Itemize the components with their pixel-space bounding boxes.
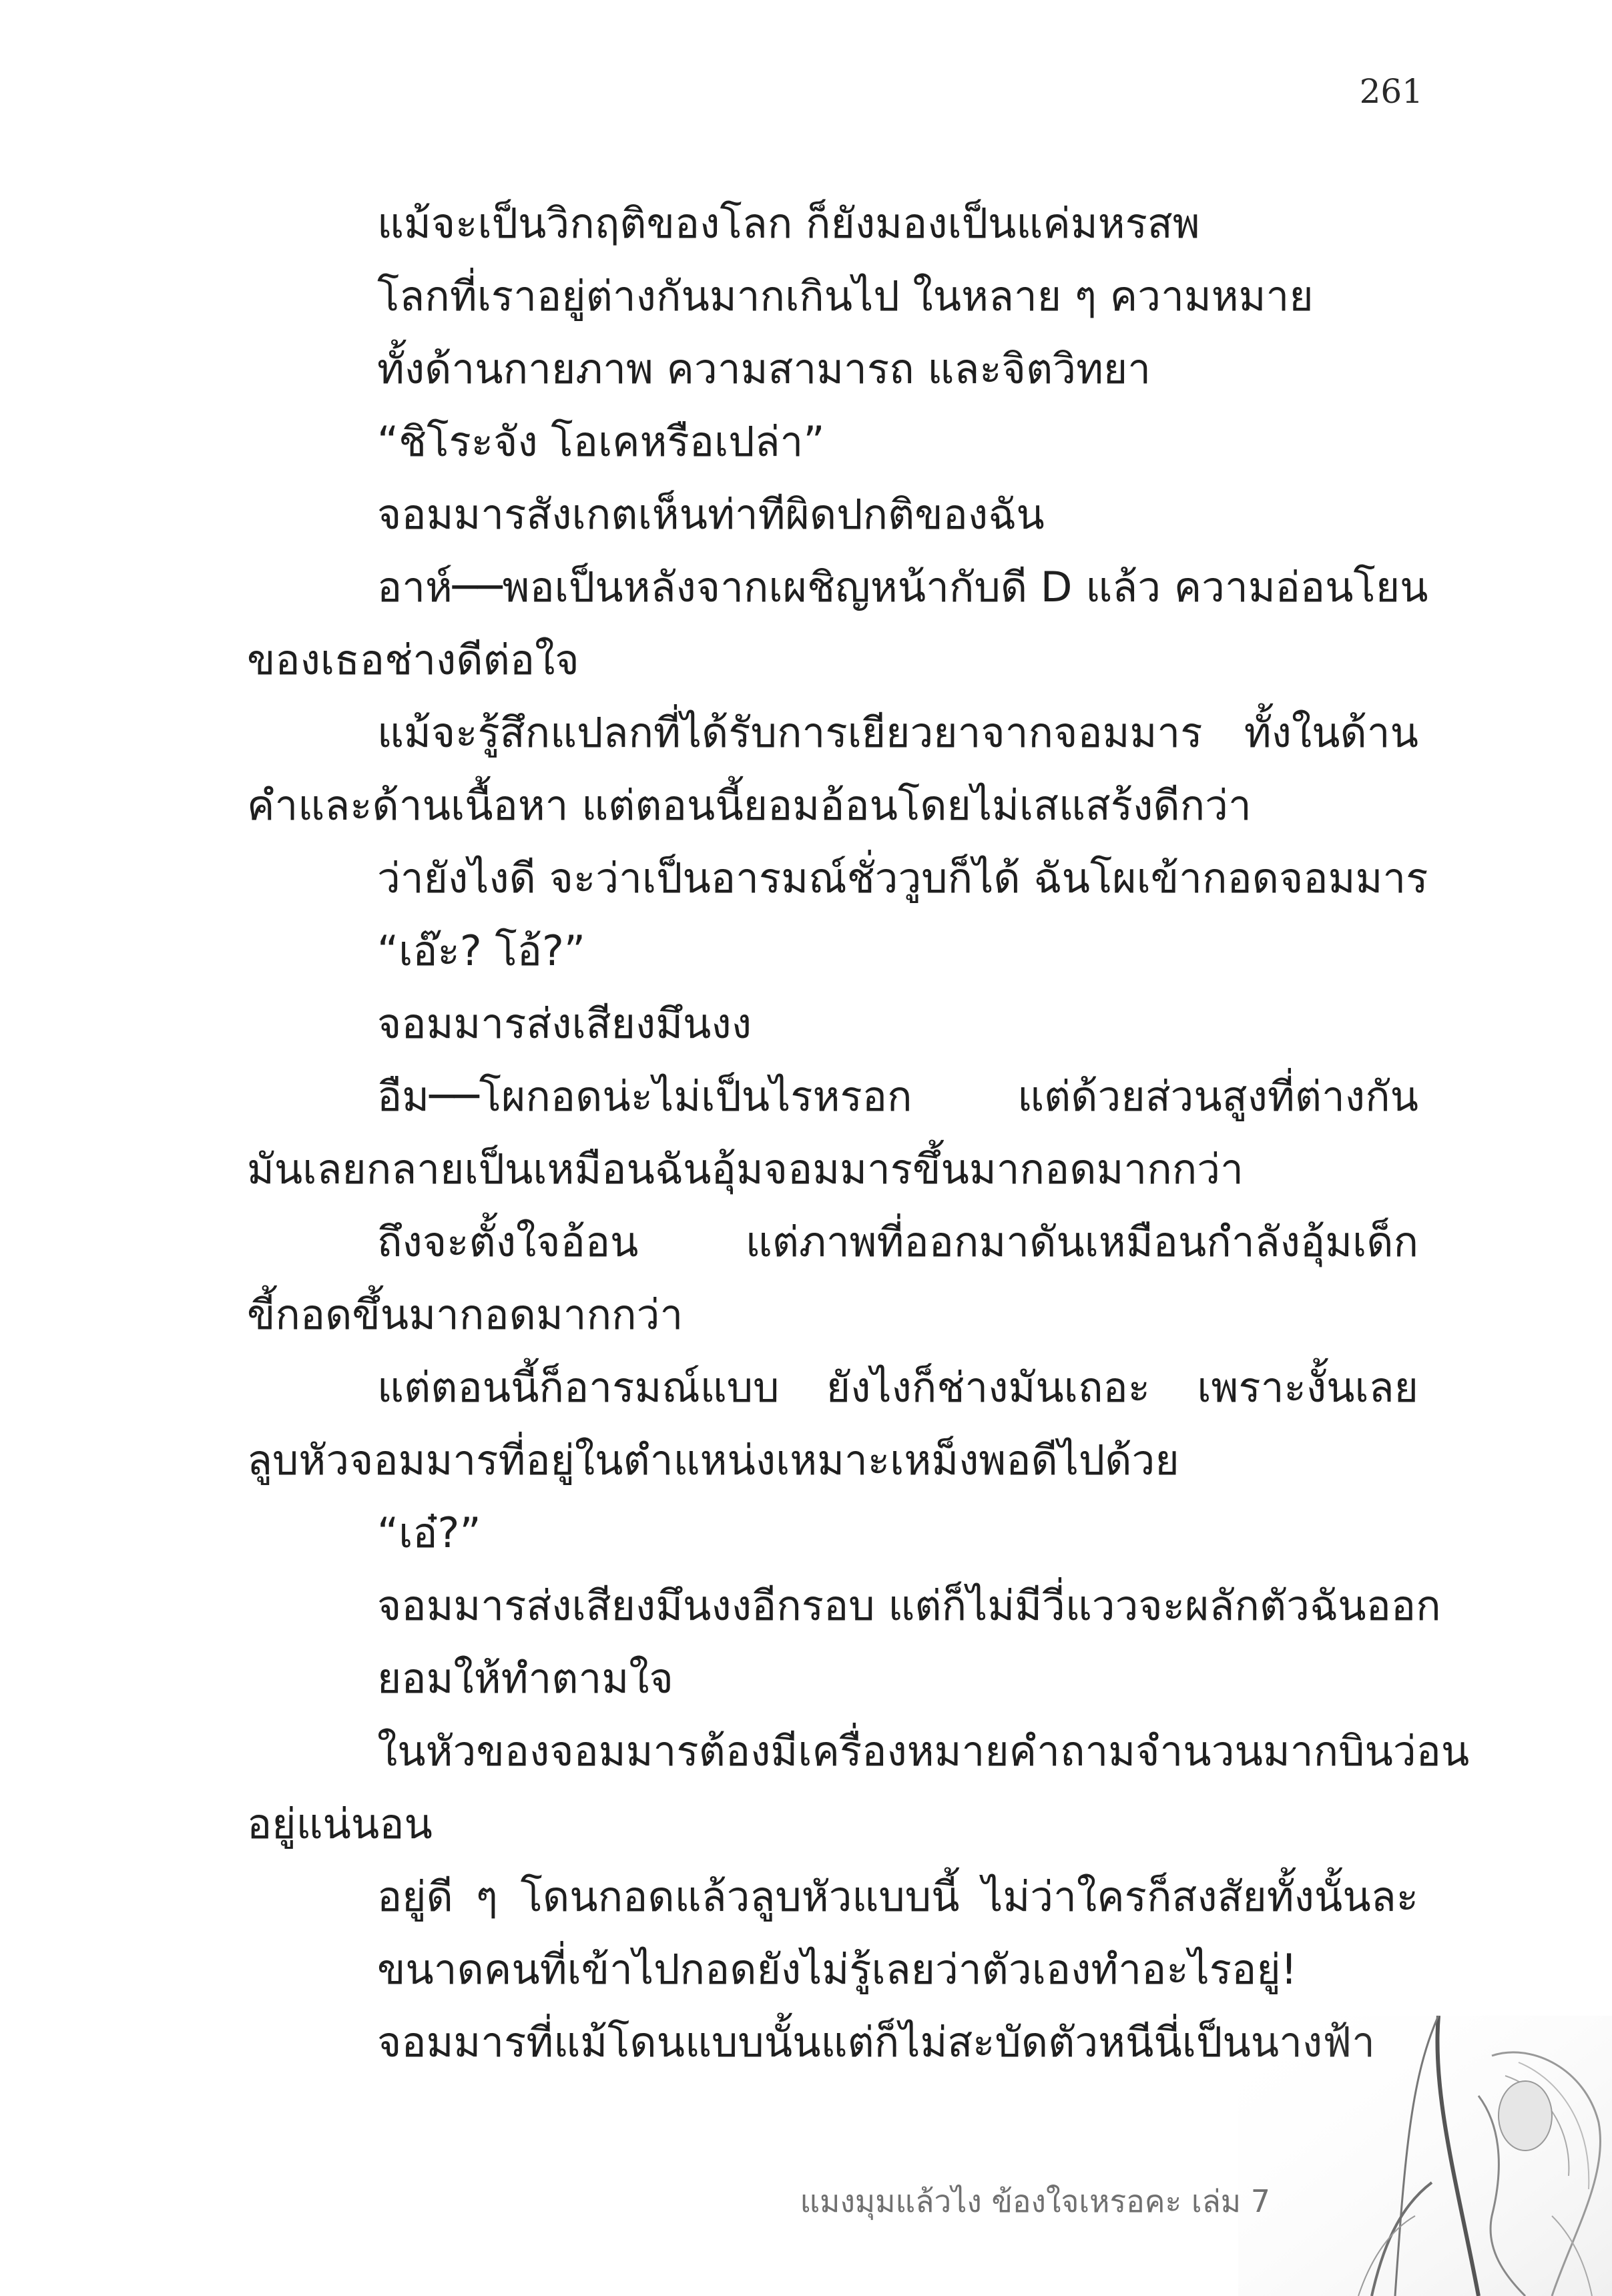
text-line: ของเธอช่างดีต่อใจ bbox=[247, 635, 579, 684]
character-illustration bbox=[1238, 2016, 1612, 2296]
text-line: คำและด้านเนื้อหา แต่ตอนนี้ยอมอ้อนโดยไม่เสแสร้งดีกว่า bbox=[247, 781, 1252, 830]
text-line: อยู่ดี ๆ โดนกอดแล้วลูบหัวแบบนี้ ไม่ว่าใครก็สงสัยทั้งนั้นละ bbox=[377, 1872, 1418, 1921]
text-line: แม้จะรู้สึกแปลกที่ได้รับการเยียวยาจากจอมมาร ทั้งในด้าน bbox=[377, 708, 1418, 757]
text-line: จอมมารส่งเสียงมึนงงอีกรอบ แต่ก็ไม่มีวี่แววจะผลักตัวฉันออก bbox=[377, 1581, 1441, 1630]
page-number: 261 bbox=[1359, 72, 1423, 111]
text-line: มันเลยกลายเป็นเหมือนฉันอุ้มจอมมารขึ้นมากอดมากกว่า bbox=[247, 1145, 1244, 1193]
text-line: อาห์──พอเป็นหลังจากเผชิญหน้ากับดี D แล้ว ความอ่อนโยน bbox=[377, 563, 1428, 611]
text-line: ถึงจะตั้งใจอ้อน แต่ภาพที่ออกมาดันเหมือนกำลังอุ้มเด็ก bbox=[377, 1217, 1418, 1266]
text-line: ในหัวของจอมมารต้องมีเครื่องหมายคำถามจำนวนมากบินว่อน bbox=[377, 1727, 1470, 1775]
text-line: จอมมารที่แม้โดนแบบนั้นแต่ก็ไม่สะบัดตัวหนีนี่เป็นนางฟ้า bbox=[377, 2018, 1375, 2066]
text-line: ขี้กอดขึ้นมากอดมากกว่า bbox=[247, 1290, 684, 1339]
text-body bbox=[247, 187, 1470, 2078]
text-line: ขนาดคนที่เข้าไปกอดยังไม่รู้เลยว่าตัวเองทำอะไรอยู่! bbox=[377, 1945, 1298, 1994]
text-line: จอมมารส่งเสียงมึนงง bbox=[377, 999, 752, 1048]
text-line: ทั้งด้านกายภาพ ความสามารถ และจิตวิทยา bbox=[377, 344, 1151, 393]
text-line: “เอ๋?” bbox=[377, 1508, 481, 1557]
text-line: โลกที่เราอยู่ต่างกันมากเกินไป ในหลาย ๆ ความหมาย bbox=[377, 272, 1314, 320]
text-line: จอมมารสังเกตเห็นท่าทีผิดปกติของฉัน bbox=[377, 490, 1045, 539]
book-title-footer: แมงมุมแล้วไง ข้องใจเหรอคะ เล่ม 7 bbox=[800, 2183, 1270, 2219]
text-line: ยอมให้ทำตามใจ bbox=[377, 1654, 674, 1703]
text-line: ลูบหัวจอมมารที่อยู่ในตำแหน่งเหมาะเหม็งพอดีไปด้วย bbox=[247, 1436, 1179, 1484]
text-line: แต่ตอนนี้ก็อารมณ์แบบ ยังไงก็ช่างมันเถอะ เพราะงั้นเลย bbox=[377, 1363, 1418, 1412]
text-line: แม้จะเป็นวิกฤติของโลก ก็ยังมองเป็นแค่มหรสพ bbox=[377, 199, 1200, 248]
text-line: อืม──โผกอดน่ะไม่เป็นไรหรอก แต่ด้วยส่วนสูงที่ต่างกัน bbox=[377, 1072, 1418, 1121]
text-line: อยู่แน่นอน bbox=[247, 1799, 433, 1848]
text-line: “เอ๊ะ? โอ้?” bbox=[377, 926, 586, 975]
text-line: ว่ายังไงดี จะว่าเป็นอารมณ์ชั่ววูบก็ได้ ฉันโผเข้ากอดจอมมาร bbox=[377, 854, 1428, 902]
text-line: “ชิโระจัง โอเคหรือเปล่า” bbox=[377, 417, 825, 466]
